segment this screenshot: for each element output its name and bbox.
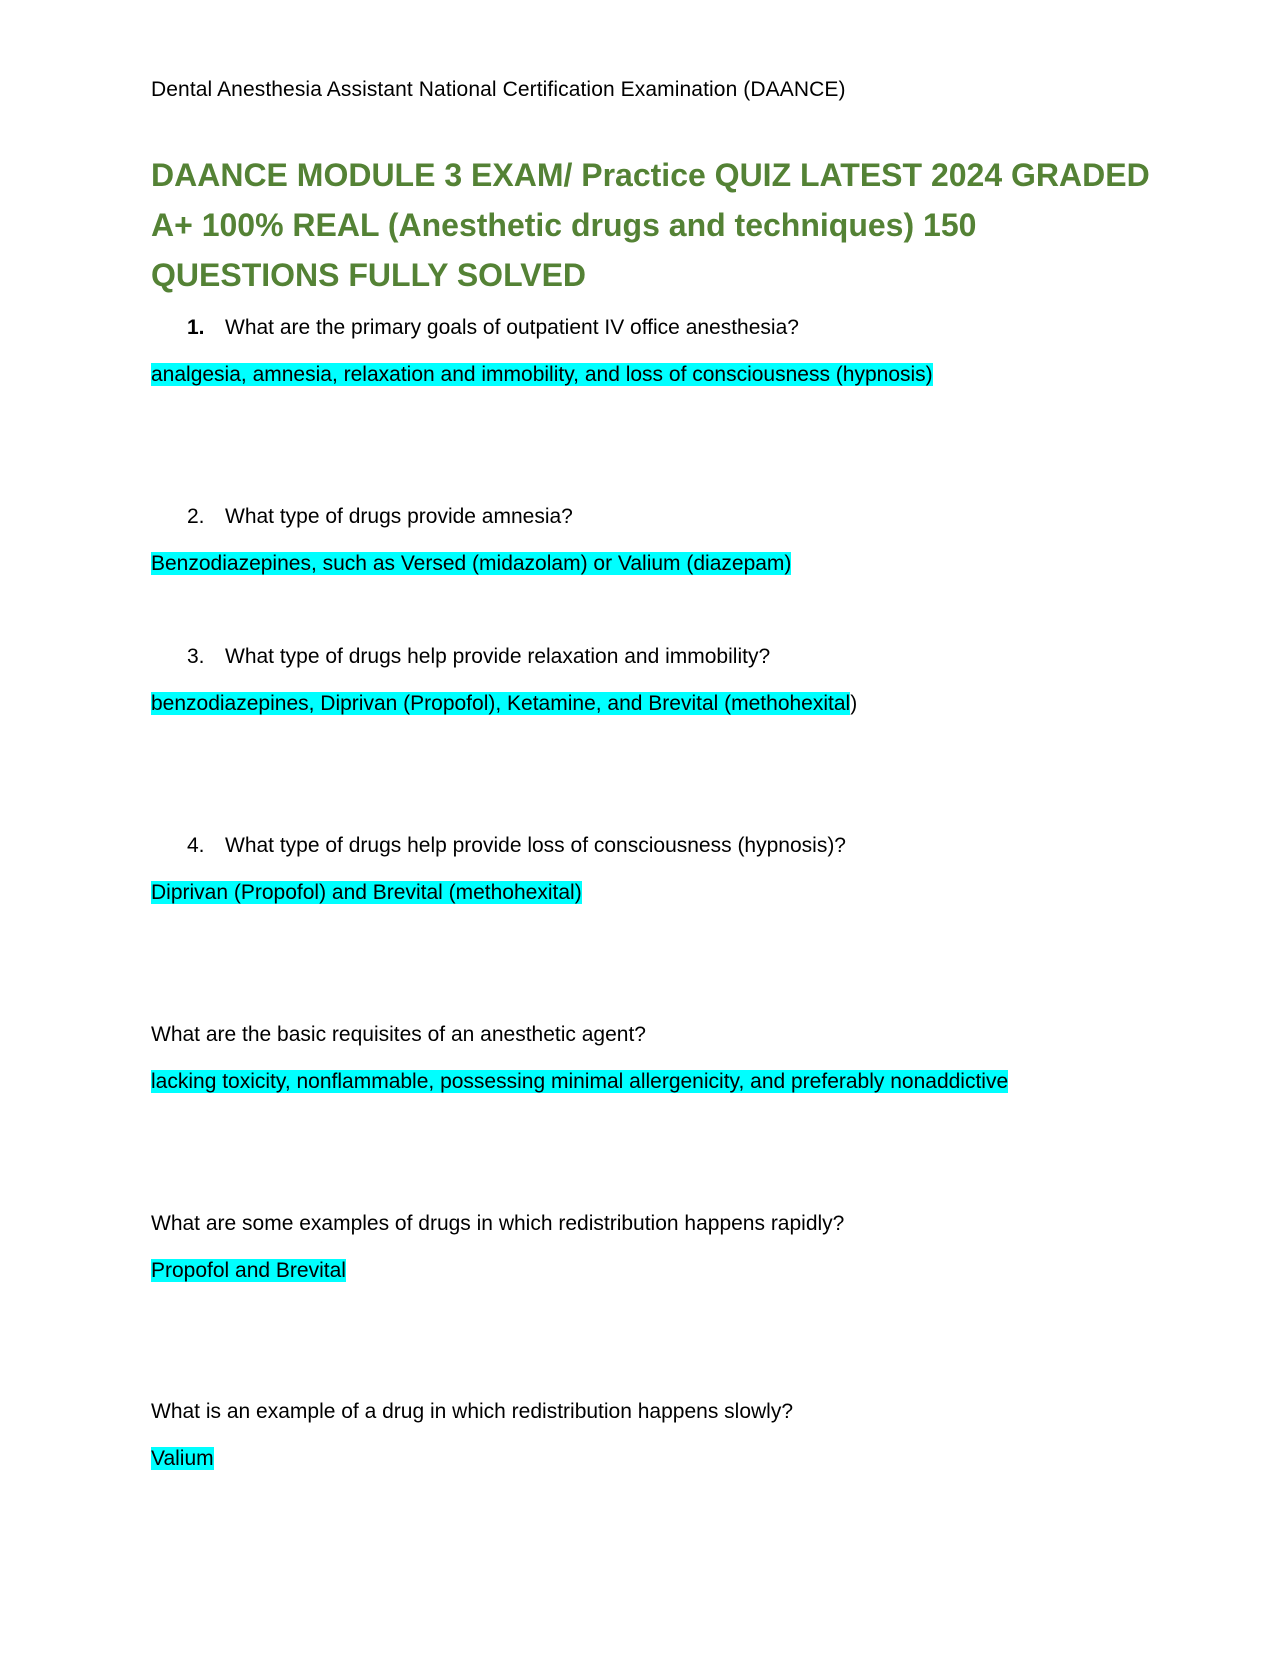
question-text: What is an example of a drug in which redistribution happens slowly? (151, 1400, 794, 1423)
answer (151, 879, 846, 907)
answer (151, 550, 791, 578)
question-number: 2. (187, 505, 205, 528)
answer (151, 1257, 844, 1285)
question (151, 314, 933, 342)
question-text: What type of drugs help provide relaxation and immobility? (225, 645, 771, 668)
question-number: 3. (187, 645, 205, 668)
document-title: DAANCE MODULE 3 EXAM/ Practice QUIZ LATEST 2024 GRADED A+ 100% REAL (Anesthetic drugs and techniques) 150 QUESTIONS FULLY SOLVED (151, 157, 1150, 293)
question-number: 4. (187, 834, 205, 857)
qa-item-4 (151, 832, 846, 907)
highlighted-answer: Valium (151, 1447, 214, 1470)
question-text: What type of drugs provide amnesia? (225, 505, 573, 528)
question-text: What are the primary goals of outpatient IV office anesthesia? (225, 316, 799, 339)
qa-item-2 (151, 503, 791, 578)
qa-item-6 (151, 1210, 844, 1285)
highlighted-answer: analgesia, amnesia, relaxation and immobility, and loss of consciousness (hypnosis) (151, 363, 933, 386)
qa-item-7 (151, 1398, 793, 1473)
highlighted-answer: lacking toxicity, nonflammable, possessing minimal allergenicity, and preferably nonaddictive (151, 1070, 1009, 1093)
question (151, 832, 846, 860)
answer (151, 361, 933, 389)
question (151, 503, 791, 531)
qa-item-1 (151, 314, 933, 389)
question-number: 1. (187, 316, 205, 339)
highlighted-answer: benzodiazepines, Diprivan (Propofol), Ketamine, and Brevital (methohexital (151, 692, 851, 715)
answer (151, 1445, 793, 1473)
answer (151, 690, 857, 718)
highlighted-answer: Benzodiazepines, such as Versed (midazolam) or Valium (diazepam) (151, 552, 792, 575)
question-text: What are some examples of drugs in which redistribution happens rapidly? (151, 1212, 845, 1235)
question (151, 643, 857, 671)
highlighted-answer: Propofol and Brevital (151, 1259, 346, 1282)
question-text: What type of drugs help provide loss of consciousness (hypnosis)? (225, 834, 846, 857)
answer-tail: ) (850, 692, 858, 715)
answer (151, 1068, 1008, 1096)
qa-item-5 (151, 1021, 1008, 1096)
question-text: What are the basic requisites of an anesthetic agent? (151, 1023, 646, 1046)
highlighted-answer: Diprivan (Propofol) and Brevital (methohexital) (151, 881, 582, 904)
qa-item-3 (151, 643, 857, 718)
document-header: Dental Anesthesia Assistant National Certification Examination (DAANCE) (151, 78, 846, 101)
